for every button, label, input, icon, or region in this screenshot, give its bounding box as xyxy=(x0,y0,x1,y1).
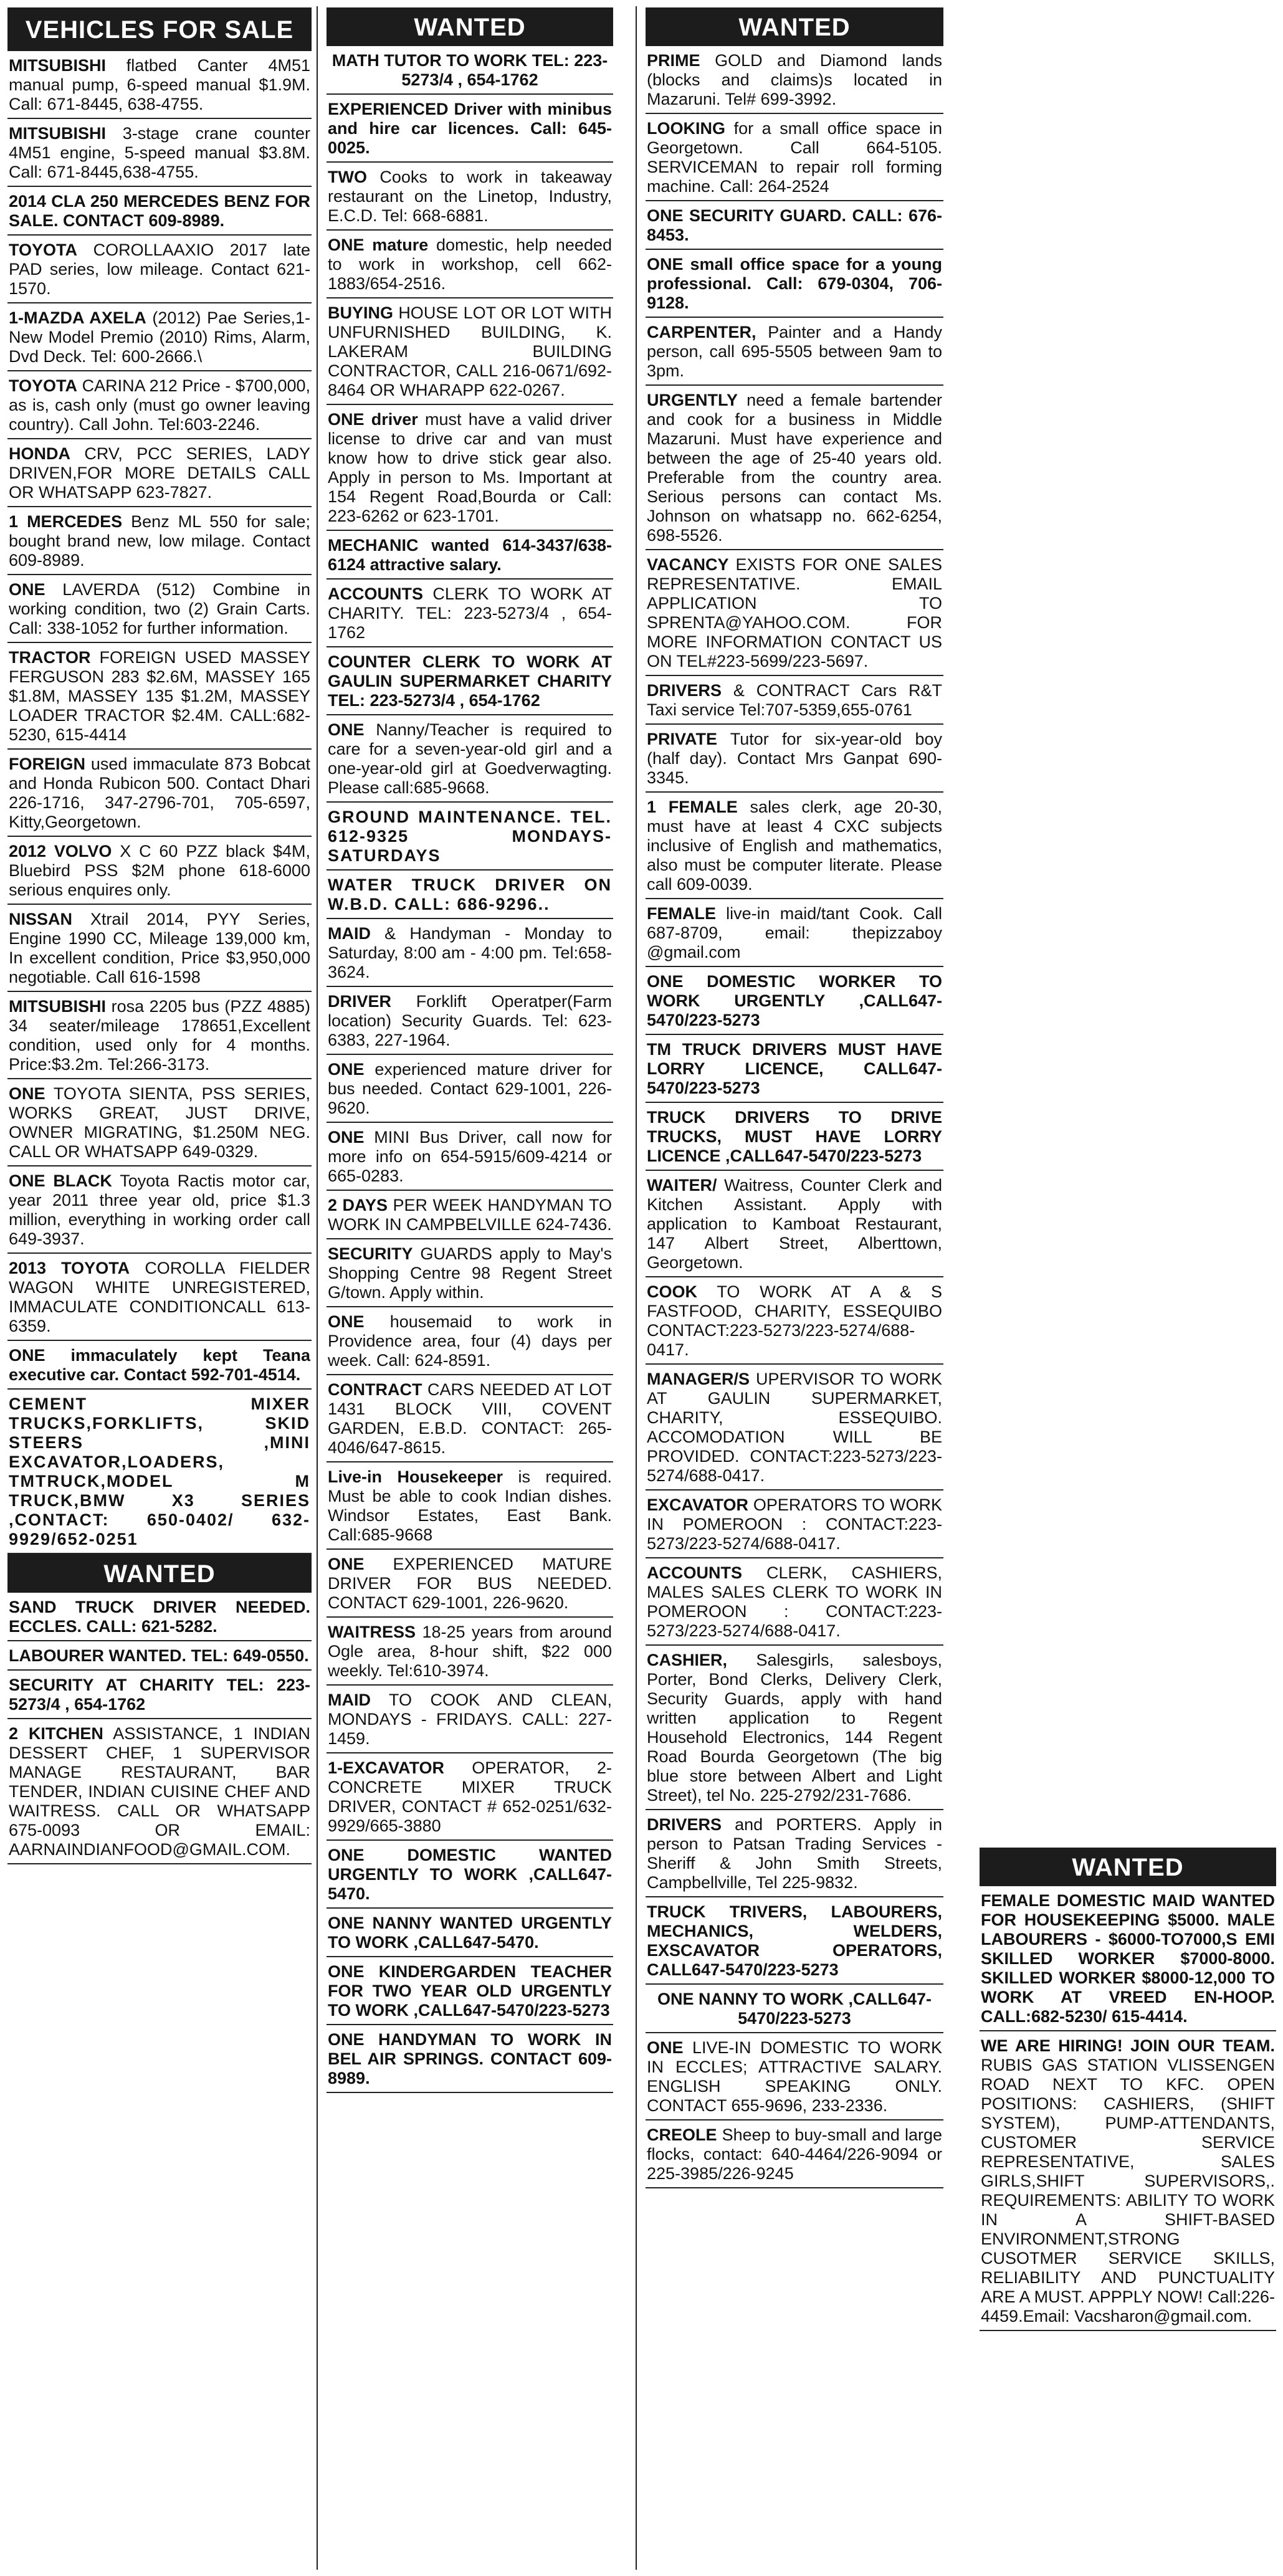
classified-ad xyxy=(327,1307,613,1375)
classified-ad xyxy=(646,967,943,1035)
ad-body: HOUSE LOT OR LOT WITH UNFURNISHED BUILDING, K. LAKERAM BUILDING CONTRACTOR, CALL 216-0671/692-8464 OR WHARAPP 622-0267. xyxy=(328,303,612,399)
ad-lead: DRIVER xyxy=(328,992,392,1011)
classified-ad xyxy=(7,837,312,905)
ad-lead: GROUND MAINTENANCE. TEL. 612-9325 MONDAYS-SATURDAYS xyxy=(328,808,612,865)
classified-ad xyxy=(327,1909,613,1957)
ad-lead: PRIVATE xyxy=(647,730,718,748)
ad-lead: FEMALE DOMESTIC MAID WANTED FOR HOUSEKEEPING $5000. MALE LABOURERS - $6000-TO7000,S EMI SKILLED WORKER $7000-8000. SKILLED WORKER $8000-12,000 TO WORK AT VREED EN-HOOP. CALL:682-5230/ 615-4414. xyxy=(981,1891,1275,2026)
ad-body: housemaid to work in Providence area, four (4) days per week. Call: 624-8591. xyxy=(328,1312,612,1370)
ad-lead: WE ARE HIRING! JOIN OUR TEAM. xyxy=(981,2036,1275,2055)
classified-ad xyxy=(327,1957,613,2025)
classified-ad xyxy=(646,318,943,386)
ad-body: rosa 2205 bus (PZZ 4885) 34 seater/mileage 178651,Excellent condition, used only for 4 months. Price:$3.2m. Tel:266-3173. xyxy=(9,997,310,1074)
ad-body: Tutor for six-year-old boy (half day). Contact Mrs Ganpat 690-3345. xyxy=(647,730,942,787)
ad-lead: ONE immaculately kept Teana executive car. Contact 592-701-4514. xyxy=(9,1346,310,1384)
classified-ad xyxy=(646,1277,943,1365)
ad-body: EXPERIENCED MATURE DRIVER FOR BUS NEEDED. CONTACT 629-1001, 226-9620. xyxy=(328,1555,612,1612)
ad-lead: HONDA xyxy=(9,444,70,463)
ad-body: Forklift Operatper(Farm location) Security Guards. Tel: 623-6383, 227-1964. xyxy=(328,992,612,1049)
classified-ad xyxy=(646,1810,943,1897)
ad-lead: DRIVERS xyxy=(647,1815,722,1834)
ad-body: sales clerk, age 20-30, must have at least 4 CXC subjects inclusive of English and mathematics, also must be computer literate. Please call 609-0039. xyxy=(647,798,942,894)
classified-ad xyxy=(7,1254,312,1341)
classified-ad xyxy=(327,1462,613,1550)
ad-body: PER WEEK HANDYMAN TO WORK IN CAMPBELVILLE 624-7436. xyxy=(328,1196,612,1234)
ad-lead: 2014 CLA 250 MERCEDES BENZ FOR SALE. CONTACT 609-8989. xyxy=(9,192,310,230)
classified-ad xyxy=(646,1558,943,1646)
classified-ad xyxy=(646,725,943,793)
classified-ad xyxy=(646,1171,943,1277)
classified-ad xyxy=(646,46,943,114)
ad-lead: MITSUBISHI xyxy=(9,997,107,1016)
ad-body: EXISTS FOR ONE SALES REPRESENTATIVE. EMAIL APPLICATION TO SPRENTA@YAHOO.COM. FOR MORE INFORMATION CONTACT US ON TEL#223-5699/223-5697. xyxy=(647,555,942,670)
classified-ad xyxy=(7,303,312,371)
ad-lead: 2012 VOLVO xyxy=(9,842,112,861)
classified-ad xyxy=(327,1550,613,1618)
ad-lead: ONE xyxy=(328,1128,365,1147)
ad-lead: ONE xyxy=(328,1060,365,1079)
ad-body: COROLLA FIELDER WAGON WHITE UNREGISTERED, IMMACULATE CONDITIONCALL 613-6359. xyxy=(9,1259,310,1335)
classified-ad xyxy=(327,919,613,987)
classified-ad xyxy=(7,1341,312,1390)
ad-lead: FOREIGN xyxy=(9,755,86,773)
ad-body: flatbed Canter 4M51 manual pump, 6-speed manual $1.9M. Call: 671-8445, 638-4755. xyxy=(9,56,310,113)
column-divider xyxy=(636,6,637,2570)
ad-body: used immaculate 873 Bobcat and Honda Rubicon 500. Contact Dhari 226-1716, 347-2796-701, 705-6597, Kitty,Georgetown. xyxy=(9,755,310,831)
ad-body: CARINA 212 Price - $700,000, as is, cash only (must go owner leaving country). Call John. Tel:603-2246. xyxy=(9,376,310,434)
classified-ad xyxy=(327,1618,613,1686)
classified-ad xyxy=(646,2033,943,2120)
ad-body: Salesgirls, salesboys, Porter, Bond Clerks, Delivery Clerk, Security Guards, apply with hand written application to Regent Household Electronics, 144 Regent Road Bourda Georgetown (The big blue store between Albert and Light Street), tel No. 225-2792/231-7686. xyxy=(647,1651,942,1805)
ad-body: MINI Bus Driver, call now for more info on 654-5915/609-4214 or 665-0283. xyxy=(328,1128,612,1185)
ad-lead: TOYOTA xyxy=(9,241,78,259)
ad-body: 18-25 years from around Ogle area, 8-hour shift, $22 000 weekly. Tel:610-3974. xyxy=(328,1623,612,1680)
classified-ad xyxy=(327,1841,613,1909)
ad-body: FOREIGN USED MASSEY FERGUSON 283 $2.6M, MASSEY 165 $1.8M, MASSEY 135 $1.2M, MASSEY LOADER TRACTOR $2.4M. CALL:682-5230, 615-4414 xyxy=(9,648,310,744)
ad-lead: 1 MERCEDES xyxy=(9,512,123,531)
classified-ad xyxy=(327,163,613,231)
ad-body: GOLD and Diamond lands (blocks and claims)s located in Mazaruni. Tel# 699-3992. xyxy=(647,51,942,108)
ad-lead: ONE BLACK xyxy=(9,1171,112,1190)
ad-lead: FEMALE xyxy=(647,904,716,923)
ad-body: CLERK, CASHIERS, MALES SALES CLERK TO WORK IN POMEROON : CONTACT:223-5273/223-5274/688-0417. xyxy=(647,1563,942,1640)
ad-body: OPERATOR, 2- CONCRETE MIXER TRUCK DRIVER, CONTACT # 652-0251/632-9929/665-3880 xyxy=(328,1758,612,1835)
classified-ad xyxy=(7,507,312,575)
ad-lead: DRIVERS xyxy=(647,681,722,700)
classified-ad xyxy=(327,1753,613,1841)
ad-lead: MECHANIC wanted 614-3437/638-6124 attractive salary. xyxy=(328,536,612,574)
column-1 xyxy=(7,7,312,1864)
classified-ad xyxy=(7,51,312,119)
classified-ad xyxy=(327,803,613,871)
classified-ad xyxy=(327,298,613,405)
classified-ad xyxy=(7,1593,312,1641)
ad-lead: MITSUBISHI xyxy=(9,56,107,75)
classified-ad xyxy=(327,715,613,803)
classified-ad xyxy=(7,119,312,187)
classified-ad xyxy=(646,201,943,250)
section-header: WANTED xyxy=(646,7,943,46)
classified-ad xyxy=(646,1365,943,1491)
ad-lead: 2013 TOYOTA xyxy=(9,1259,130,1277)
section-header: VEHICLES FOR SALE xyxy=(7,7,312,51)
ad-lead: ONE driver xyxy=(328,410,418,429)
ad-body: UPERVISOR TO WORK AT GAULIN SUPERMARKET, CHARITY, ESSEQUIBO. ACCOMODATION WILL BE PROVIDED. CONTACT:223-5273/223-5274/688-0417. xyxy=(647,1370,942,1485)
classified-ad xyxy=(980,2031,1276,2331)
ad-lead: SECURITY xyxy=(328,1244,413,1263)
ad-body: for a small office space in Georgetown. Call 664-5105. SERVICEMAN to repair roll forming machine. Call: 264-2524 xyxy=(647,119,942,196)
classified-ad xyxy=(327,231,613,298)
ad-lead: LABOURER WANTED. TEL: 649-0550. xyxy=(9,1646,309,1665)
ad-lead: TRACTOR xyxy=(9,648,91,667)
ad-lead: EXPERIENCED Driver with minibus and hire car licences. Call: 645-0025. xyxy=(328,100,612,157)
ad-lead: ONE xyxy=(9,580,45,599)
classified-ad xyxy=(7,1166,312,1254)
classified-ad xyxy=(7,371,312,439)
ad-body: (2012) Pae Series,1- New Model Premio (2010) Rims, Alarm, Dvd Deck. Tel: 600-2666.\ xyxy=(9,308,310,366)
ad-body: Sheep to buy-small and large flocks, contact: 640-4464/226-9094 or 225-3985/226-9245 xyxy=(647,2125,942,2183)
ad-body: Painter and a Handy person, call 695-5505 between 9am to 3pm. xyxy=(647,323,942,380)
classified-ad xyxy=(7,1079,312,1166)
ad-body: COROLLAAXIO 2017 late PAD series, low mileage. Contact 621-1570. xyxy=(9,241,310,298)
classified-ad xyxy=(7,1390,312,1554)
ad-lead: ACCOUNTS xyxy=(328,584,423,603)
ad-lead: TRUCK DRIVERS TO DRIVE TRUCKS, MUST HAVE LORRY LICENCE ,CALL647-5470/223-5273 xyxy=(647,1108,942,1165)
ad-body: ASSISTANCE, 1 INDIAN DESSERT CHEF, 1 SUPERVISOR MANAGE RESTAURANT, BAR TENDER, INDIAN CUISINE CHEF AND WAITRESS. CALL OR WHATSAPP 675-0093 OR EMAIL: AARNAINDIANFOOD@GMAIL.COM. xyxy=(9,1724,310,1859)
classified-ad xyxy=(646,2120,943,2188)
ad-body: is required. Must be able to cook Indian dishes. Windsor Estates, East Bank. Call:685-9668 xyxy=(328,1467,612,1544)
classified-ad xyxy=(7,1719,312,1864)
ad-body: & CONTRACT Cars R&T Taxi service Tel:707-5359,655-0761 xyxy=(647,681,942,719)
ad-lead: ONE HANDYMAN TO WORK IN BEL AIR SPRINGS. CONTACT 609-8989. xyxy=(328,2030,612,2087)
ad-lead: 2 DAYS xyxy=(328,1196,388,1214)
classified-ad xyxy=(7,575,312,643)
ad-body: X C 60 PZZ black $4M, Bluebird PSS $2M phone 618-6000 serious enquires only. xyxy=(9,842,310,899)
classified-ad xyxy=(7,992,312,1079)
ad-lead: ONE NANNY WANTED URGENTLY TO WORK ,CALL647-5470. xyxy=(328,1914,612,1952)
ad-lead: MANAGER/S xyxy=(647,1370,750,1388)
ad-body: OPERATORS TO WORK IN POMEROON : CONTACT:223-5273/223-5274/688-0417. xyxy=(647,1496,942,1553)
ad-body: Cooks to work in takeaway restaurant on the Linetop, Industry, E.C.D. Tel: 668-6881. xyxy=(328,168,612,225)
ad-lead: ONE SECURITY GUARD. CALL: 676-8453. xyxy=(647,206,942,244)
classified-ad xyxy=(7,187,312,236)
classified-ad xyxy=(646,550,943,676)
ad-body: CARS NEEDED AT LOT 1431 BLOCK VIII, COVENT GARDEN, E.B.D. CONTACT: 265-4046/647-8615. xyxy=(328,1380,612,1457)
section-header: WANTED xyxy=(7,1554,312,1593)
classified-ad xyxy=(327,405,613,531)
ad-body: 3-stage crane counter 4M51 engine, 5-speed manual $3.8M. Call: 671-8445,638-4755. xyxy=(9,124,310,181)
ad-lead: TRUCK TRIVERS, LABOURERS, MECHANICS, WELDERS, EXSCAVATOR OPERATORS, CALL647-5470/223-5273 xyxy=(647,1902,942,1979)
ad-lead: BUYING xyxy=(328,303,394,322)
ad-body: must have a valid driver license to drive car and van must know how to drive stick gear also. Apply in person to Ms. Important at 154 Regent Road,Bourda or Call: 223-6262 or 623-1701. xyxy=(328,410,612,525)
ad-body: & Handyman - Monday to Saturday, 8:00 am - 4:00 pm. Tel:658-3624. xyxy=(328,924,612,981)
ad-body: experienced mature driver for bus needed. Contact 629-1001, 226-9620. xyxy=(328,1060,612,1117)
classified-ad xyxy=(327,1055,613,1123)
ad-lead: ONE xyxy=(9,1084,45,1103)
classified-ad xyxy=(327,1191,613,1239)
classified-ad xyxy=(327,871,613,919)
classified-ad xyxy=(327,46,613,95)
ad-lead: 1-MAZDA AXELA xyxy=(9,308,146,327)
classified-ad xyxy=(646,1103,943,1171)
ad-lead: ONE xyxy=(328,1555,365,1573)
ad-body: Waitress, Counter Clerk and Kitchen Assistant. Apply with application to Kamboat Restaurant, 147 Albert Street, Alberttown, Georgetown. xyxy=(647,1176,942,1272)
ad-lead: COUNTER CLERK TO WORK AT GAULIN SUPERMARKET CHARITY TEL: 223-5273/4 , 654-1762 xyxy=(328,652,612,710)
ad-lead: ONE xyxy=(647,2038,684,2057)
classified-ad xyxy=(980,1886,1276,2031)
classified-ad xyxy=(646,676,943,725)
section-header: WANTED xyxy=(980,1848,1276,1886)
ad-body: LAVERDA (512) Combine in working condition, two (2) Grain Carts. Call: 338-1052 for further information. xyxy=(9,580,310,637)
ad-lead: CEMENT MIXER TRUCKS,FORKLIFTS, SKID STEERS ,MINI EXCAVATOR,LOADERS, TMTRUCK,MODEL M TRUCK,BMW X3 SERIES ,CONTACT: 650-0402/ 632-9929/652-0251 xyxy=(9,1395,310,1548)
classified-ad xyxy=(646,1985,943,2033)
ad-lead: 1-EXCAVATOR xyxy=(328,1758,445,1777)
ad-lead: ONE xyxy=(328,720,365,739)
ad-body: GUARDS apply to May's Shopping Centre 98 Regent Street G/town. Apply within. xyxy=(328,1244,612,1302)
ad-lead: VACANCY xyxy=(647,555,729,574)
ad-lead: SECURITY AT CHARITY TEL: 223-5273/4 , 654-1762 xyxy=(9,1676,310,1714)
classified-ad xyxy=(646,793,943,899)
ad-body: and PORTERS. Apply in person to Patsan Trading Services - Sheriff & John Smith Streets, Campbellville, Tel 225-9832. xyxy=(647,1815,942,1892)
classified-ad xyxy=(646,1491,943,1558)
ad-lead: ACCOUNTS xyxy=(647,1563,742,1582)
ad-lead: ONE xyxy=(328,1312,365,1331)
classified-ad xyxy=(327,1686,613,1753)
ad-lead: 2 KITCHEN xyxy=(9,1724,103,1743)
ad-body: domestic, help needed to work in workshop, cell 662-1883/654-2516. xyxy=(328,236,612,293)
ad-lead: CREOLE xyxy=(647,2125,717,2144)
ad-body: CRV, PCC SERIES, LADY DRIVEN,FOR MORE DETAILS CALL OR WHATSAPP 623-7827. xyxy=(9,444,310,502)
ad-body: live-in maid/tant Cook. Call 687-8709, email: thepizzaboy @gmail.com xyxy=(647,904,942,961)
ad-lead: ONE small office space for a young professional. Call: 679-0304, 706-9128. xyxy=(647,255,942,312)
ad-body: Benz ML 550 for sale; bought brand new, low milage. Contact 609-8989. xyxy=(9,512,310,570)
ad-lead: NISSAN xyxy=(9,910,73,928)
column-4 xyxy=(980,1848,1276,2331)
classified-ad xyxy=(7,236,312,303)
classified-ad xyxy=(646,386,943,550)
ad-body: CLERK TO WORK AT CHARITY. TEL: 223-5273/4 , 654-1762 xyxy=(328,584,612,642)
ad-lead: ONE mature xyxy=(328,236,429,254)
ad-lead: COOK xyxy=(647,1282,697,1301)
classified-ad xyxy=(327,2025,613,2093)
ad-body: Toyota Ractis motor car, year 2011 three year old, price $1.3 million, everything in working order call 649-3937. xyxy=(9,1171,310,1248)
classified-ad xyxy=(327,647,613,715)
column-divider xyxy=(317,6,318,2570)
ad-lead: ONE DOMESTIC WANTED URGENTLY TO WORK ,CALL647-5470. xyxy=(328,1846,612,1903)
ad-lead: WAITRESS xyxy=(328,1623,416,1641)
ad-lead: CARPENTER, xyxy=(647,323,756,341)
ad-lead: PRIME xyxy=(647,51,700,70)
ad-lead: TOYOTA xyxy=(9,376,78,395)
ad-lead: EXCAVATOR xyxy=(647,1496,749,1514)
ad-lead: WATER TRUCK DRIVER ON W.B.D. CALL: 686-9296.. xyxy=(328,875,612,914)
ad-lead: SAND TRUCK DRIVER NEEDED. ECCLES. CALL: 621-5282. xyxy=(9,1598,310,1636)
ad-body: Xtrail 2014, PYY Series, Engine 1990 CC, Mileage 139,000 km, In excellent condition, Price $3,950,000 negotiable. Call 616-1598 xyxy=(9,910,310,986)
classified-ad xyxy=(327,531,613,580)
classified-ad xyxy=(646,1035,943,1103)
classified-ad xyxy=(7,1671,312,1719)
ad-body: TOYOTA SIENTA, PSS SERIES, WORKS GREAT, JUST DRIVE, OWNER MIGRATING, $1.250M NEG. CALL OR WHATSAPP 649-0329. xyxy=(9,1084,311,1161)
ad-lead: MAID xyxy=(328,1691,371,1709)
classified-ad xyxy=(327,95,613,163)
ad-lead: ONE DOMESTIC WORKER TO WORK URGENTLY ,CALL647-5470/223-5273 xyxy=(647,972,942,1029)
ad-body: Nanny/Teacher is required to care for a seven-year-old girl and a one-year-old girl at Goedverwagting. Please call:685-9668. xyxy=(328,720,612,797)
ad-lead: ONE KINDERGARDEN TEACHER FOR TWO YEAR OLD URGENTLY TO WORK ,CALL647-5470/223-5273 xyxy=(328,1962,612,2020)
classified-ad xyxy=(646,114,943,201)
ad-body: TO WORK AT A & S FASTFOOD, CHARITY, ESSEQUIBO CONTACT:223-5273/223-5274/688-0417. xyxy=(647,1282,943,1359)
classified-ad xyxy=(327,580,613,647)
column-2 xyxy=(327,7,613,2093)
ad-lead: MAID xyxy=(328,924,371,943)
ad-body: need a female bartender and cook for a business in Middle Mazaruni. Must have experience and between the age of 25-40 years old. Preferable from the country area. Serious persons can contact Ms. Johnson on whatsapp no. 662-6254, 698-5526. xyxy=(647,391,942,545)
classified-ad xyxy=(327,987,613,1055)
classified-ad xyxy=(646,899,943,967)
classified-ad xyxy=(327,1239,613,1307)
ad-lead: LOOKING xyxy=(647,119,725,138)
ad-lead: Live-in Housekeeper xyxy=(328,1467,503,1486)
ad-body: LIVE-IN DOMESTIC TO WORK IN ECCLES; ATTRACTIVE SALARY. ENGLISH SPEAKING ONLY. CONTACT 655-9696, 233-2336. xyxy=(647,2038,942,2115)
section-header: WANTED xyxy=(327,7,613,46)
classified-ad xyxy=(646,250,943,318)
ad-lead: URGENTLY xyxy=(647,391,738,409)
classified-ad xyxy=(7,439,312,507)
classified-ad xyxy=(327,1375,613,1462)
classified-ad xyxy=(646,1646,943,1810)
ad-lead: MATH TUTOR TO WORK TEL: 223-5273/4 , 654-1762 xyxy=(331,51,608,89)
column-3 xyxy=(646,7,943,2188)
classified-ad xyxy=(7,643,312,750)
classified-ad xyxy=(7,750,312,837)
classified-ad xyxy=(646,1897,943,1985)
ad-lead: CASHIER, xyxy=(647,1651,728,1669)
classified-ad xyxy=(7,1641,312,1671)
classified-ad xyxy=(7,905,312,992)
ad-body: RUBIS GAS STATION VLISSENGEN ROAD NEXT TO KFC. OPEN POSITIONS: CASHIERS, (SHIFT SYSTEM), PUMP-ATTENDANTS, CUSTOMER SERVICE REPRESENTATIVE, SALES GIRLS,SHIFT SUPERVISORS,. REQUIREMENTS: ABILITY TO WORK IN A SHIFT-BASED ENVIRONMENT,STRONG CUSOTMER SERVICE SKILLS, RELIABILITY AND PUNCTUALITY ARE A MUST. APPPLY NOW! Call:226-4459.Email: Vacsharon@gmail.com. xyxy=(981,2056,1275,2326)
ad-lead: MITSUBISHI xyxy=(9,124,107,143)
ad-lead: ONE NANNY TO WORK ,CALL647-5470/223-5273 xyxy=(657,1990,932,2028)
ad-body: TO COOK AND CLEAN, MONDAYS - FRIDAYS. CALL: 227-1459. xyxy=(328,1691,612,1748)
ad-lead: CONTRACT xyxy=(328,1380,422,1399)
ad-lead: 1 FEMALE xyxy=(647,798,738,816)
ad-lead: TM TRUCK DRIVERS MUST HAVE LORRY LICENCE, CALL647-5470/223-5273 xyxy=(647,1040,942,1097)
classified-ad xyxy=(327,1123,613,1191)
ad-lead: WAITER/ xyxy=(647,1176,717,1195)
ad-lead: TWO xyxy=(328,168,367,186)
